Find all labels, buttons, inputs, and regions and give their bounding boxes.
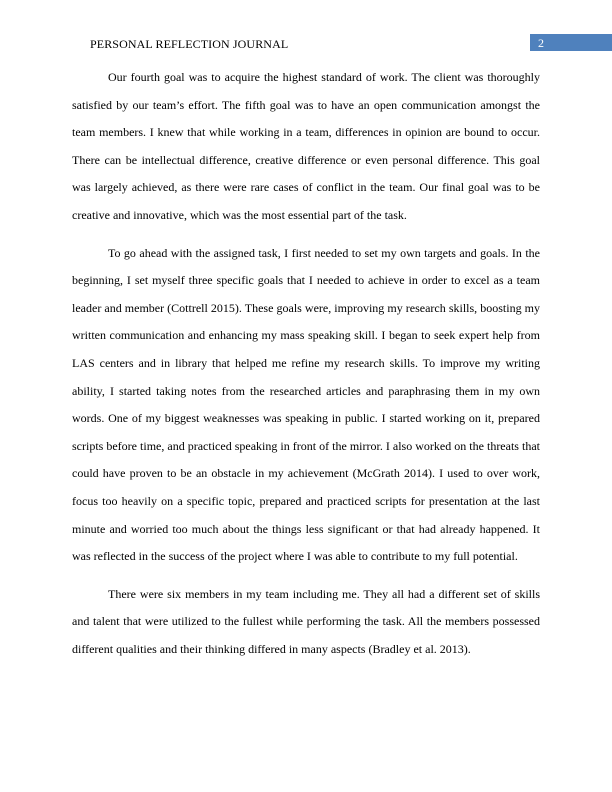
page-number-badge (530, 34, 612, 51)
paragraph-goals-outcome: Our fourth goal was to acquire the highest standard of work. The client was thoroughly satisfied by our team’s effort. The fifth goal was to have an open communication amongst the team members. I knew that while working in a team, differences in opinion are bound to occur. There can be intellectual difference, creative difference or even personal difference. This goal was largely achieved, as there were rare cases of conflict in the team. Our final goal was to be creative and innovative, which was the most essential part of the task. (72, 70, 540, 222)
paragraph-personal-goals: To go ahead with the assigned task, I first needed to set my own targets and goals. In the beginning, I set myself three specific goals that I needed to achieve in order to excel as a team leader and member (Cottrell 2015). These goals were, improving my research skills, boosting my written communication and enhancing my mass speaking skill. I began to seek expert help from LAS centers and in library that helped me refine my research skills. To improve my writing ability, I started taking notes from the researched articles and paraphrasing them in my own words. One of my biggest weaknesses was speaking in public. I started working on it, prepared scripts before time, and practiced speaking in front of the mirror. I also worked on the threats that could have proven to be an obstacle in my achievement (McGrath 2014). I used to over work, focus too heavily on a specific topic, prepared and practiced scripts for presentation at the last minute and worried too much about the things less significant or that had already happened. It was reflected in the success of the project where I was able to contribute to my full potential. (72, 245, 540, 564)
paragraph-team-members: There were six members in my team including me. They all had a different set of skills and talent that were utilized to the fullest while performing the task. All the members possessed different qualities and their thinking differed in many aspects (Bradley et al. 2013). (72, 586, 540, 656)
document-body (72, 64, 540, 673)
page-number: 2 (538, 36, 544, 50)
running-head: PERSONAL REFLECTION JOURNAL (90, 37, 289, 51)
page-header (0, 0, 612, 60)
